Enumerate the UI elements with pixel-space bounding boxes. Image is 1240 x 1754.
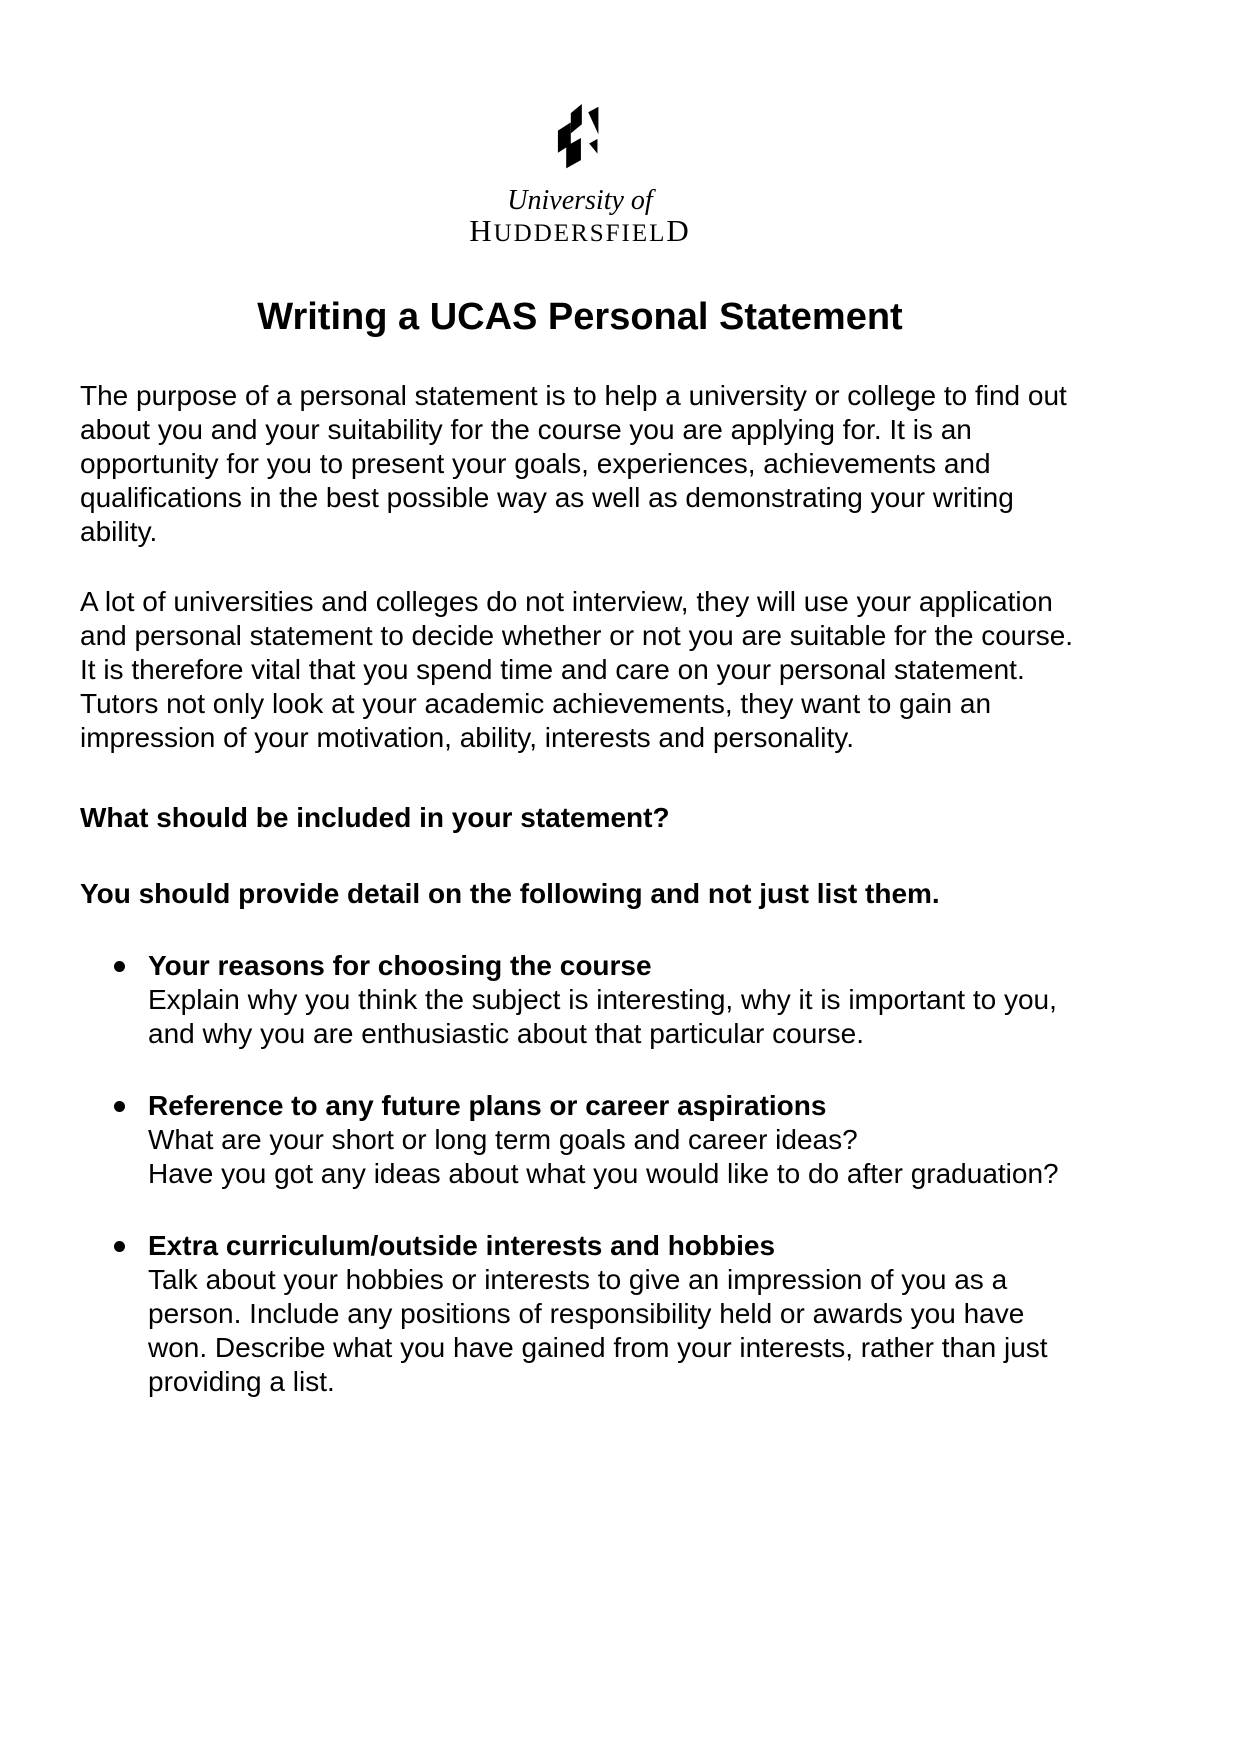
statement-tips-list [80, 949, 1080, 1399]
list-item-title: Your reasons for choosing the course [148, 950, 652, 981]
page-title: Writing a UCAS Personal Statement [257, 296, 903, 338]
heading-provide-detail: You should provide detail on the following and not just list them. [80, 878, 940, 909]
logo-letters: UDDERSFIEL [493, 220, 667, 247]
list-item-text: What are your short or long term goals and career ideas? [148, 1124, 858, 1155]
document-content [80, 0, 1080, 1399]
intro-paragraph-2: A lot of universities and colleges do not interview, they will use your application and personal statement to decide whether or not you are suitable for the course. It is therefore vital that you spend time and care on your personal statement. Tutors not only look at your academic achievements, they want to gain an impression of your motivation, ability, interests and personality. [80, 586, 1074, 753]
list-item-extra-curriculum [80, 1229, 1080, 1399]
list-item-reasons-for-choosing [80, 949, 1080, 1051]
logo-letter: D [666, 213, 691, 248]
heading-what-should-be-included: What should be included in your statement? [80, 802, 670, 833]
bullet-icon [114, 1241, 125, 1252]
list-item-title: Reference to any future plans or career aspirations [148, 1090, 827, 1121]
list-item-future-plans [80, 1089, 1080, 1191]
list-item-title: Extra curriculum/outside interests and hobbies [148, 1230, 776, 1261]
university-logo [80, 0, 1080, 249]
list-item-text: Talk about your hobbies or interests to give an impression of you as a person. Include any positions of responsibility held or awards you have won. Describe what you have gained from your interests, rather than just providing a list. [148, 1264, 1048, 1397]
logo-letter: H [469, 213, 494, 248]
logo-text-huddersfield [80, 213, 1080, 249]
logo-text-university-of: University of [507, 185, 653, 216]
intro-paragraph-1: The purpose of a personal statement is to help a university or college to find out about you and your suitability for the course you are applying for. It is an opportunity for you to present your goals, experiences, achievements and qualifications in the best possible way as well as demonstrating your writing ability. [80, 380, 1067, 547]
list-item-text: Explain why you think the subject is interesting, why it is important to you, and why you are enthusiastic about that particular course. [148, 984, 1057, 1049]
bullet-icon [114, 961, 125, 972]
bullet-icon [114, 1101, 125, 1112]
huddersfield-logo-mark-icon [80, 100, 1080, 181]
list-item-text: Have you got any ideas about what you would like to do after graduation? [148, 1158, 1059, 1189]
